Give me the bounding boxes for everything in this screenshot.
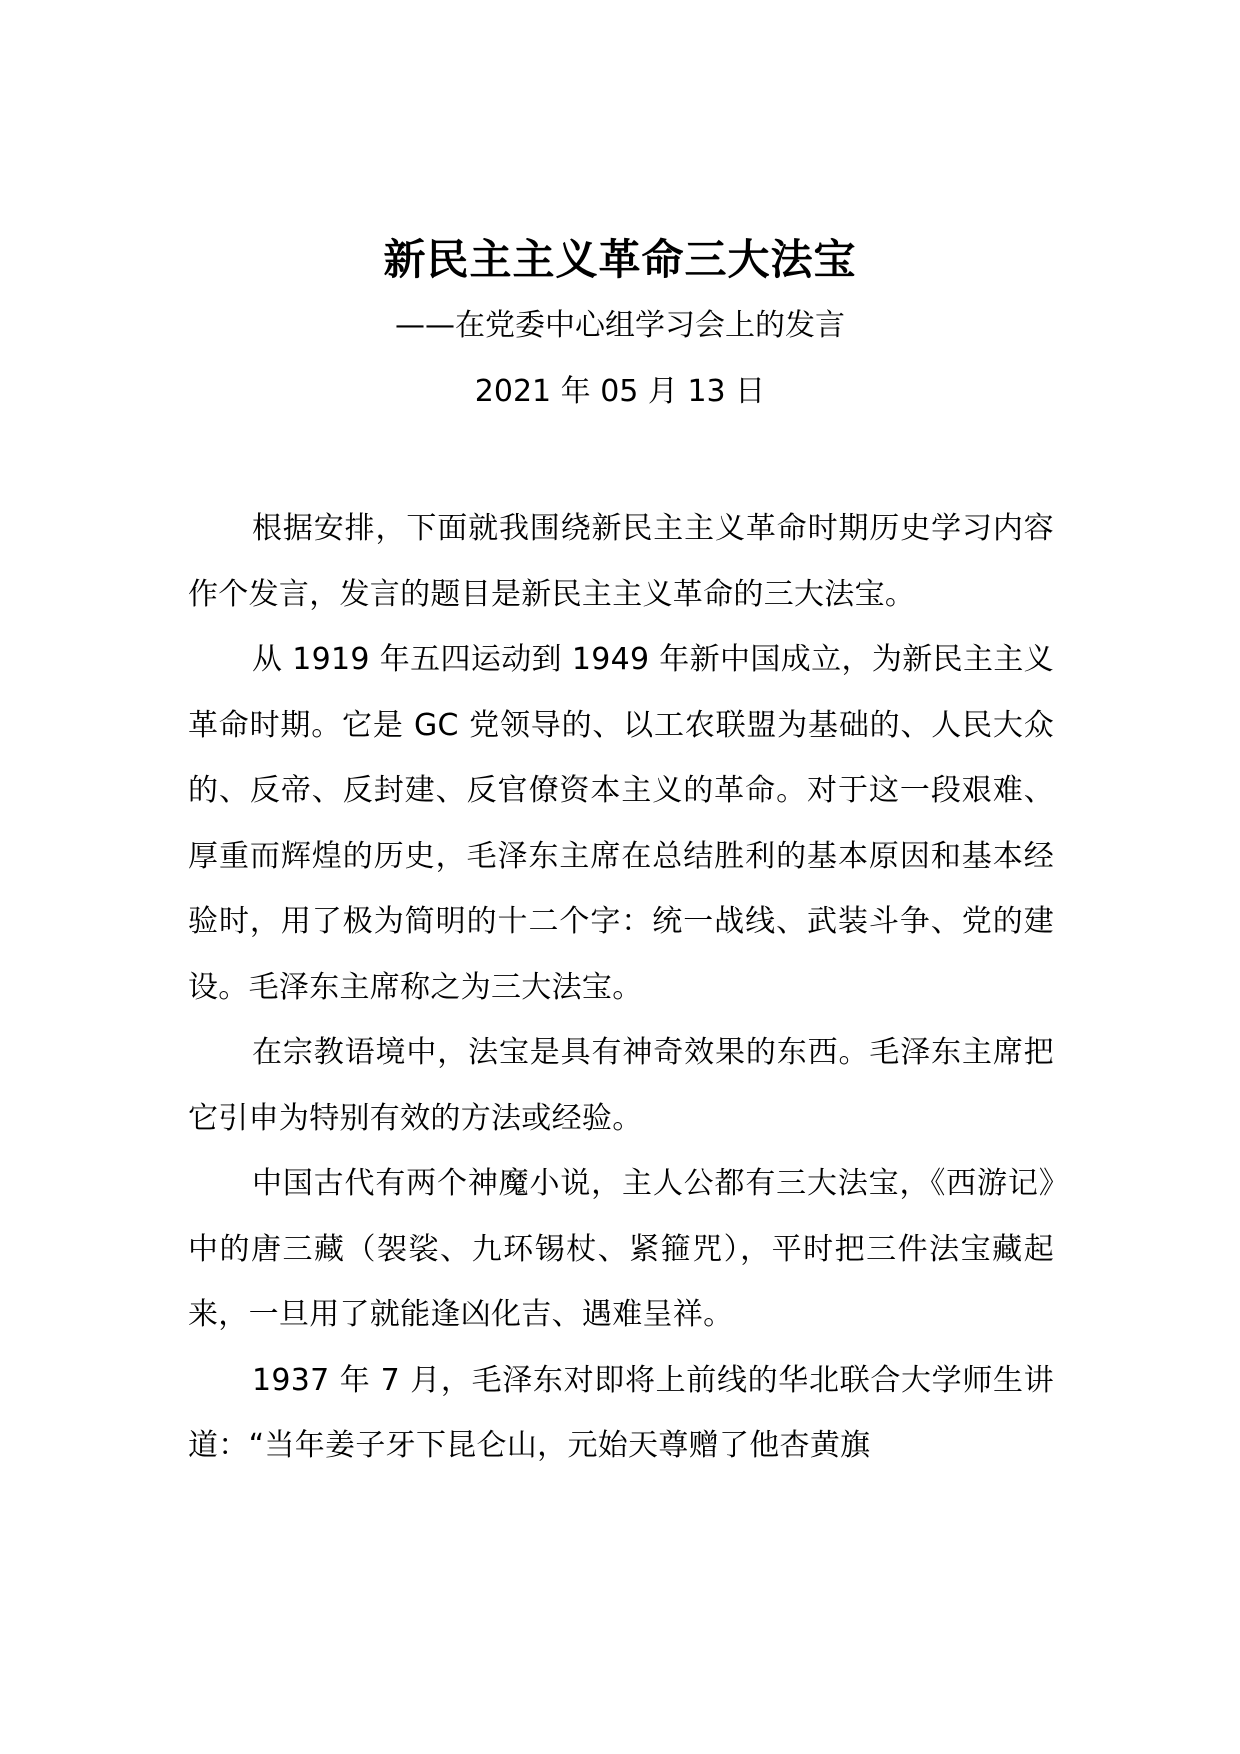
document-date: 2021 年 05 月 13 日 bbox=[474, 374, 766, 409]
paragraph: 在宗教语境中，法宝是具有神奇效果的东西。毛泽东主席把它引申为特别有效的方法或经验。 bbox=[188, 1035, 1054, 1136]
document-body bbox=[188, 496, 1054, 1479]
paragraph: 中国古代有两个神魔小说，主人公都有三大法宝，《西游记》中的唐三藏（袈裟、九环锡杖、紧箍咒），平时把三件法宝藏起来，一旦用了就能逢凶化吉、遇难呈祥。 bbox=[188, 1166, 1054, 1332]
paragraph: 从 1919 年五四运动到 1949 年新中国成立，为新民主主义革命时期。它是 GC 党领导的、以工农联盟为基础的、人民大众的、反帝、反封建、反官僚资本主义的革命。对于这一段艰难、厚重而辉煌的历史，毛泽东主席在总结胜利的基本原因和基本经验时，用了极为简明的十二个字：统一战线、武装斗争、党的建设。毛泽东主席称之为三大法宝。 bbox=[188, 642, 1054, 1005]
paragraph: 根据安排，下面就我围绕新民主主义革命时期历史学习内容作个发言，发言的题目是新民主主义革命的三大法宝。 bbox=[188, 511, 1054, 612]
document-subtitle: ——在党委中心组学习会上的发言 bbox=[395, 308, 845, 343]
document-title: 新民主主义革命三大法宝 bbox=[383, 235, 857, 284]
paragraph: 1937 年 7 月，毛泽东对即将上前线的华北联合大学师生讲道：“当年姜子牙下昆仑山，元始天尊赠了他杏黄旗 bbox=[188, 1362, 1054, 1463]
